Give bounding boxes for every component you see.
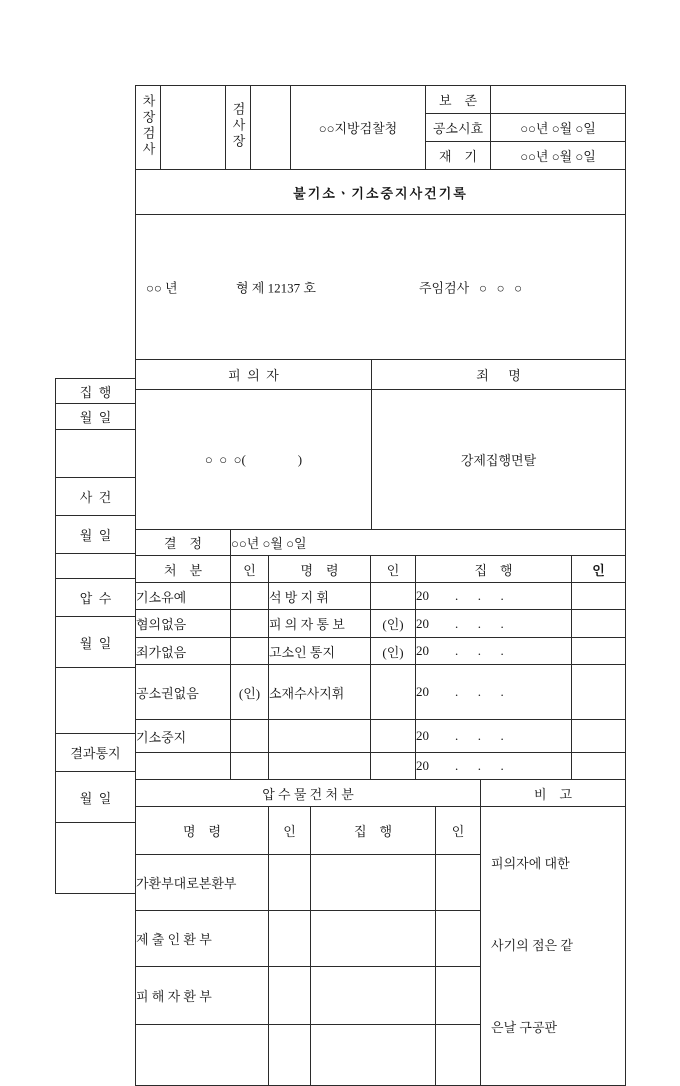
order-col-header: 명 령 <box>269 556 371 583</box>
execution-date: 20 . . . <box>416 665 572 720</box>
parties-header-row <box>136 360 626 390</box>
seizure-execution <box>311 910 436 966</box>
deputy-chief-seal-space <box>161 86 226 170</box>
disposition-seal <box>231 720 269 753</box>
sidebar-spacer <box>56 430 136 478</box>
note-content <box>481 807 626 1086</box>
statute-value: ○○년 ○월 ○일 <box>491 114 626 142</box>
header-row <box>136 86 626 114</box>
order-name <box>269 720 371 753</box>
note-line: 피의자에 대한 <box>491 856 570 871</box>
reopen-label: 재 기 <box>426 142 491 170</box>
chief-label: 검사장 <box>230 101 246 150</box>
sidebar-spacer <box>56 823 136 894</box>
sidebar-table <box>55 378 136 894</box>
decision-table <box>135 529 626 556</box>
execution-col-header: 집 행 <box>416 556 572 583</box>
seizure-execution-seal <box>436 966 481 1024</box>
office-name: ○○지방검찰청 <box>291 86 426 170</box>
seizure-order-seal <box>269 910 311 966</box>
disposition-seal <box>231 583 269 610</box>
execution-date: 20 . . . <box>416 610 572 638</box>
seal-col-header-bold: 인 <box>572 556 626 583</box>
seizure-seal-header: 인 <box>269 807 311 855</box>
statute-label: 공소시효 <box>426 114 491 142</box>
case-number-line <box>136 247 625 327</box>
disposition-header-row <box>136 556 626 583</box>
disposition-row <box>136 638 626 665</box>
seizure-execution-seal <box>436 1024 481 1085</box>
execution-date: 20 . . . <box>416 753 572 780</box>
disposition-seal <box>231 638 269 665</box>
sidebar-result-label: 결과통지 <box>56 734 136 772</box>
case-number-table <box>135 214 626 360</box>
sidebar-case-date: 월 일 <box>56 516 136 554</box>
execution-date: 20 . . . <box>416 720 572 753</box>
decision-label: 결 정 <box>136 530 231 556</box>
disposition-name <box>136 753 231 780</box>
execution-seal <box>572 583 626 610</box>
suspect-header: 피 의 자 <box>136 360 372 390</box>
seizure-order-header: 명 령 <box>136 807 269 855</box>
decision-row <box>136 530 626 556</box>
execution-seal <box>572 610 626 638</box>
order-seal <box>371 753 416 780</box>
execution-seal <box>572 665 626 720</box>
disposition-row <box>136 583 626 610</box>
execution-seal <box>572 720 626 753</box>
seizure-order-seal <box>269 1024 311 1085</box>
seizure-order-name: 피 해 자 환 부 <box>136 966 269 1024</box>
record-title: 불기소ㆍ기소중지사건기록 <box>136 170 626 215</box>
seizure-order-name <box>136 1024 269 1085</box>
disposition-col-header: 처 분 <box>136 556 231 583</box>
order-seal <box>371 720 416 753</box>
note-header: 비 고 <box>481 780 626 807</box>
order-seal <box>371 665 416 720</box>
suspect-name: ○ ○ ○( ) <box>136 390 372 530</box>
title-table <box>135 169 626 215</box>
disposition-seal: (인) <box>231 665 269 720</box>
sidebar-spacer <box>56 554 136 579</box>
crime-header: 죄 명 <box>372 360 626 390</box>
reopen-value: ○○년 ○월 ○일 <box>491 142 626 170</box>
seizure-order-seal <box>269 966 311 1024</box>
sidebar-case-label: 사 건 <box>56 478 136 516</box>
disposition-seal <box>231 610 269 638</box>
seizure-table <box>135 779 626 1086</box>
case-year: ○○ 년 <box>146 280 178 296</box>
parties-value-row <box>136 390 626 530</box>
order-seal: (인) <box>371 638 416 665</box>
order-name: 피 의 자 통 보 <box>269 610 371 638</box>
seal-col-header: 인 <box>371 556 416 583</box>
chief-prosecutor: 주임검사 ○ ○ ○ <box>419 280 523 296</box>
main-form <box>135 85 626 1086</box>
preservation-value <box>491 86 626 114</box>
seizure-execution-seal <box>436 854 481 910</box>
disposition-name: 기소유예 <box>136 583 231 610</box>
seizure-title-row <box>136 780 626 807</box>
execution-seal <box>572 638 626 665</box>
disposition-row <box>136 753 626 780</box>
crime-name: 강제집행면탈 <box>372 390 626 530</box>
disposition-row <box>136 665 626 720</box>
seizure-header-row <box>136 807 626 855</box>
seizure-order-name: 가환부대로본환부 <box>136 854 269 910</box>
sidebar-column <box>55 378 136 894</box>
sidebar-seizure-date: 월 일 <box>56 617 136 668</box>
execution-seal <box>572 753 626 780</box>
disposition-table <box>135 555 626 780</box>
case-number: 형 제 12137 호 <box>236 280 316 296</box>
seizure-execution <box>311 1024 436 1085</box>
disposition-row <box>136 720 626 753</box>
order-name <box>269 753 371 780</box>
seizure-execution-header: 집 행 <box>311 807 436 855</box>
execution-date: 20 . . . <box>416 583 572 610</box>
note-line: 은날 구공판 <box>491 1020 558 1035</box>
order-seal: (인) <box>371 610 416 638</box>
header-table <box>135 85 626 170</box>
preservation-label: 보 존 <box>426 86 491 114</box>
seizure-title: 압 수 물 건 처 분 <box>136 780 481 807</box>
chief-cell <box>226 86 251 170</box>
execution-date: 20 . . . <box>416 638 572 665</box>
sidebar-seizure-label: 압 수 <box>56 579 136 617</box>
sidebar-execution-date: 월 일 <box>56 404 136 430</box>
decision-date: ○○년 ○월 ○일 <box>231 530 626 556</box>
order-seal <box>371 583 416 610</box>
seal-col-header: 인 <box>231 556 269 583</box>
disposition-name: 혐의없음 <box>136 610 231 638</box>
seizure-execution-seal <box>436 910 481 966</box>
disposition-seal <box>231 753 269 780</box>
order-name: 고소인 통지 <box>269 638 371 665</box>
seizure-execution <box>311 966 436 1024</box>
sidebar-result-date: 월 일 <box>56 772 136 823</box>
seizure-order-name: 제 출 인 환 부 <box>136 910 269 966</box>
seizure-seal-header: 인 <box>436 807 481 855</box>
deputy-chief-label: 차장검사 <box>140 93 156 158</box>
disposition-row <box>136 610 626 638</box>
parties-table <box>135 359 626 530</box>
note-line: 사기의 점은 같 <box>491 938 573 953</box>
order-name: 소재수사지휘 <box>269 665 371 720</box>
seizure-order-seal <box>269 854 311 910</box>
disposition-name: 죄가없음 <box>136 638 231 665</box>
sidebar-execution-label: 집 행 <box>56 379 136 404</box>
disposition-name: 공소권없음 <box>136 665 231 720</box>
order-name: 석 방 지 휘 <box>269 583 371 610</box>
sidebar-spacer <box>56 668 136 734</box>
disposition-name: 기소중지 <box>136 720 231 753</box>
deputy-chief-cell <box>136 86 161 170</box>
seizure-execution <box>311 854 436 910</box>
case-number-cell <box>136 215 626 360</box>
chief-seal-space <box>251 86 291 170</box>
